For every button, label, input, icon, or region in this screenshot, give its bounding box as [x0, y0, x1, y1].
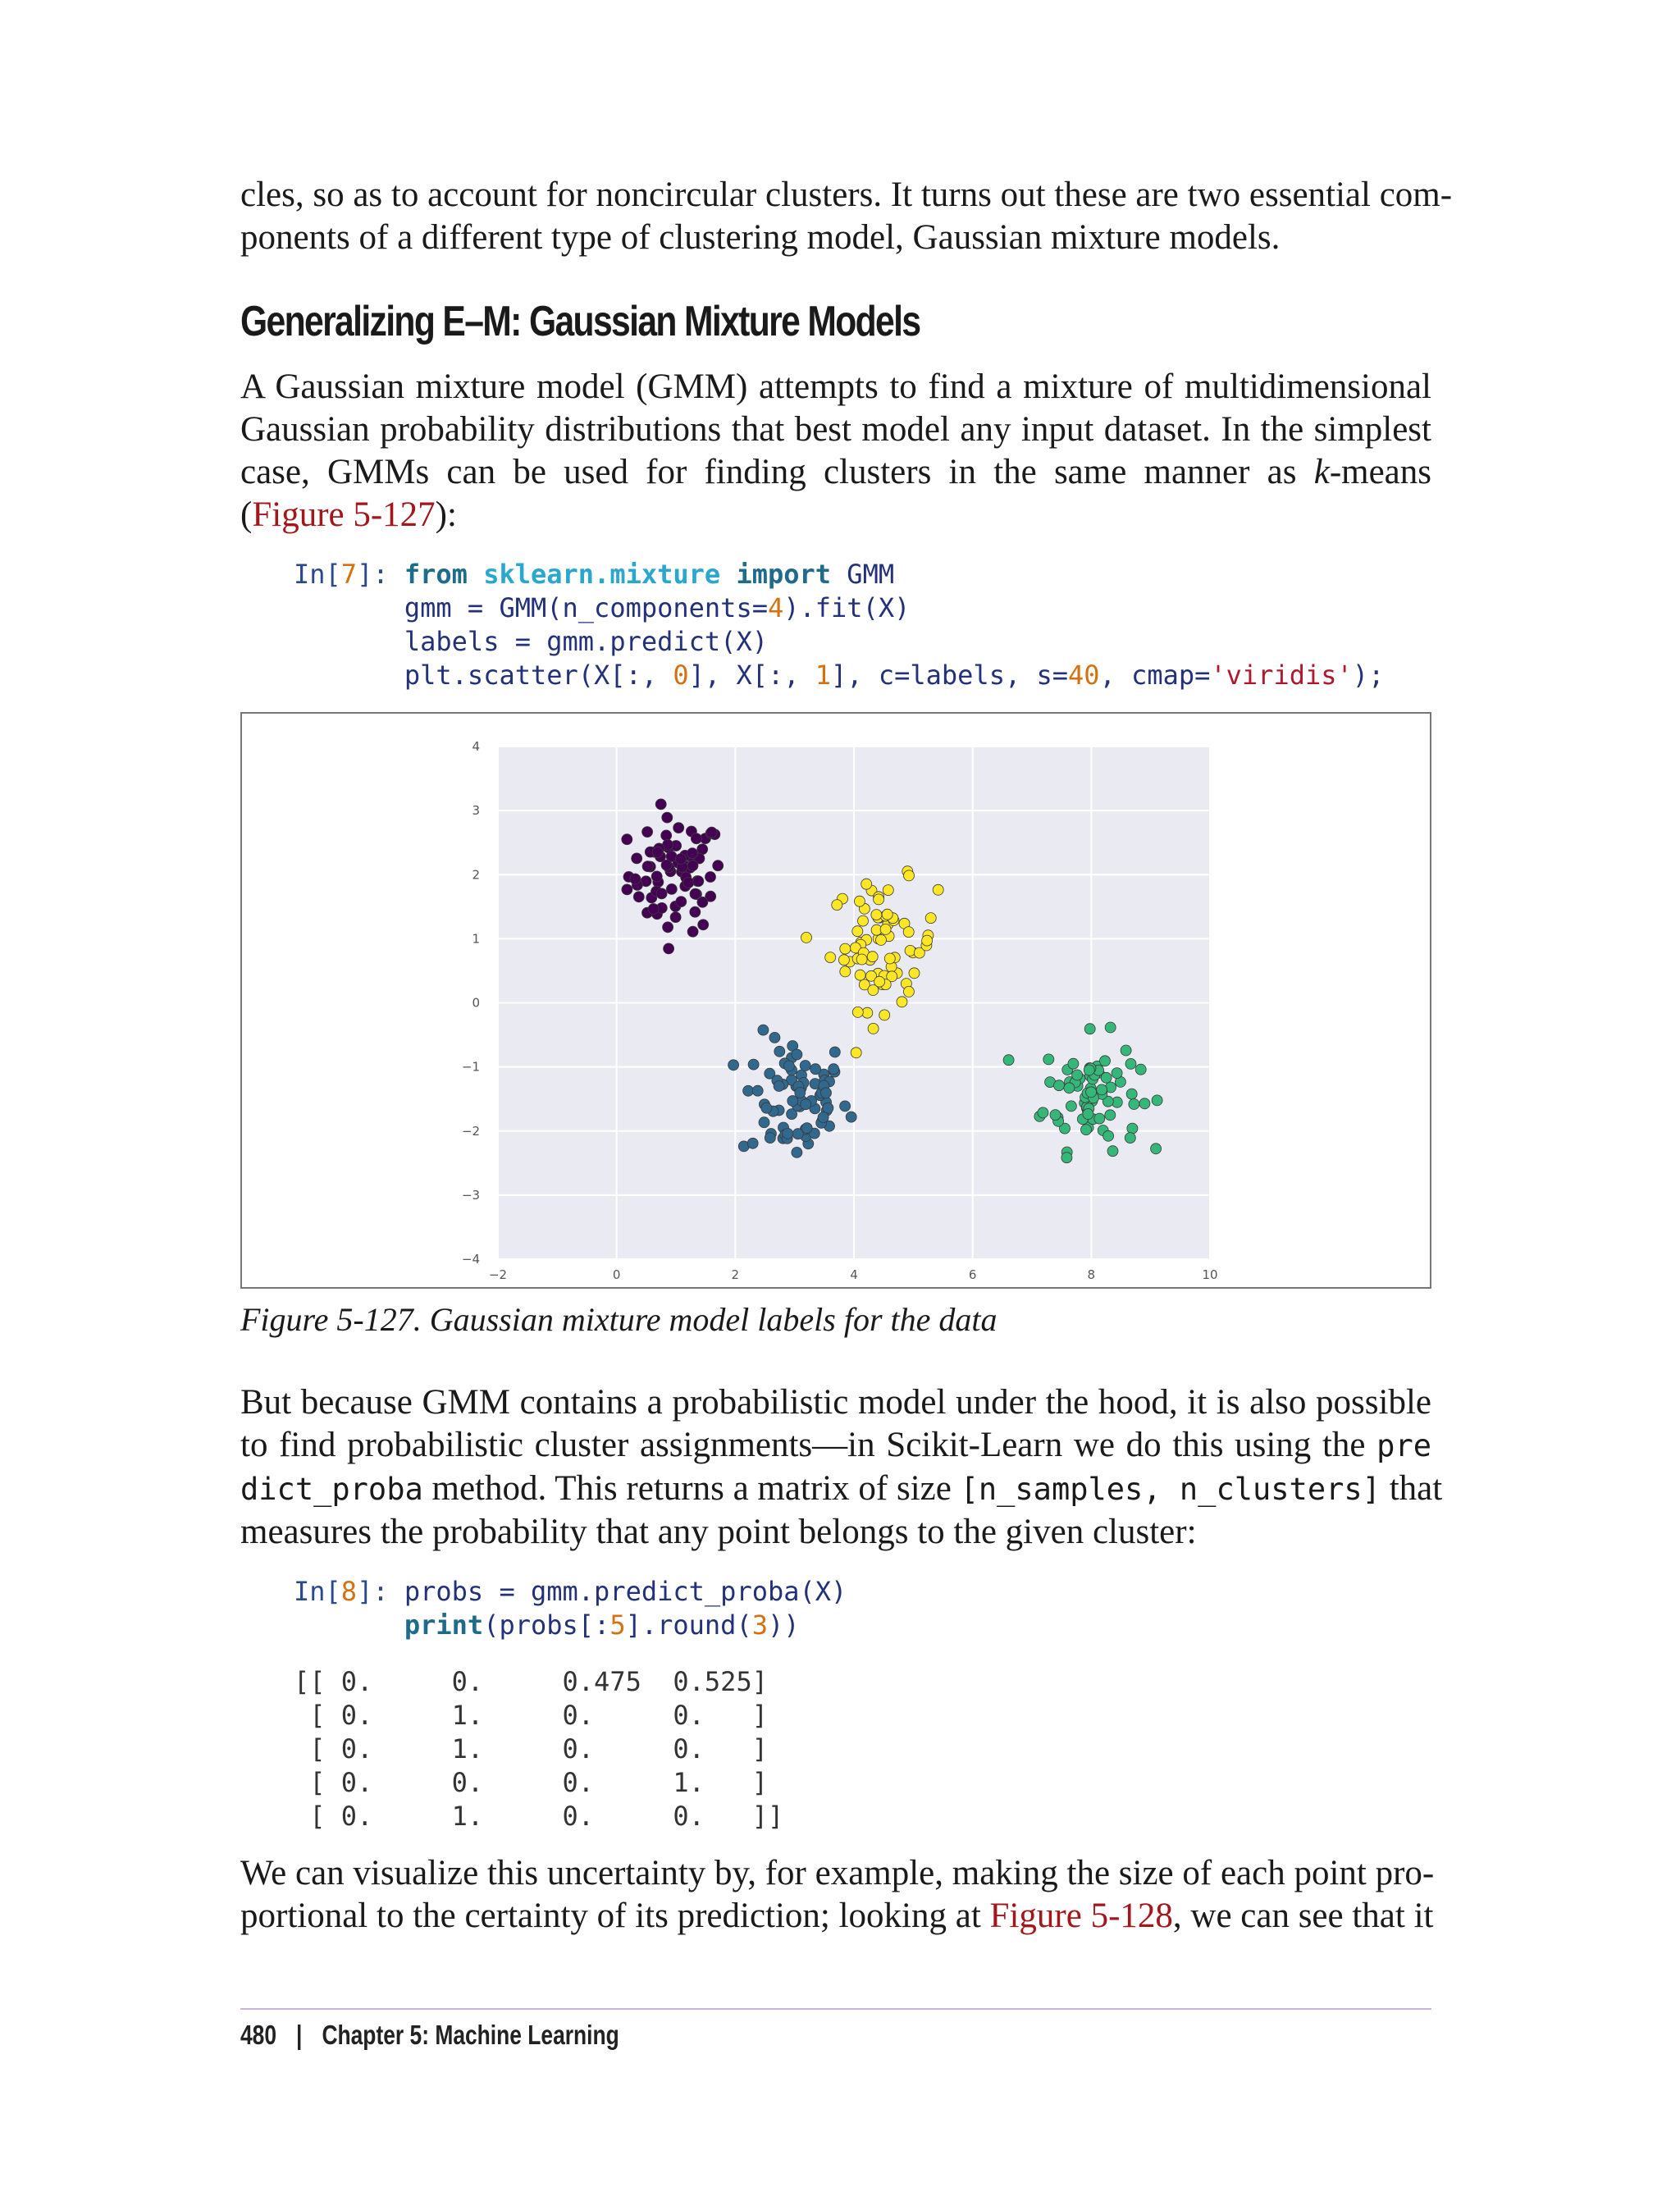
scatter-point	[664, 943, 674, 954]
chapter-title: Chapter 5: Machine Learning	[322, 2020, 619, 2050]
para2-line3-suffix: that	[1380, 1469, 1443, 1508]
scatter-point	[903, 986, 914, 997]
scatter-point	[1050, 1110, 1061, 1121]
y-tick-label: 0	[472, 995, 480, 1011]
code-line-4b: ], X[:,	[688, 660, 815, 691]
scatter-point	[651, 871, 662, 882]
code-line-2: gmm = GMM(n_components=	[404, 592, 768, 623]
y-tick-label: 4	[472, 739, 480, 754]
scatter-point	[676, 854, 687, 865]
scatter-point	[1086, 1087, 1097, 1098]
y-tick-label: −2	[461, 1123, 480, 1139]
x-tick-label: 8	[1087, 1267, 1096, 1282]
para1-line3-suffix: -means	[1329, 453, 1431, 491]
scatter-point	[673, 823, 684, 833]
scatter-point	[1043, 1054, 1054, 1065]
x-tick-label: 10	[1202, 1267, 1218, 1282]
k-italic: k	[1313, 453, 1330, 491]
scatter-point	[1125, 1133, 1135, 1144]
keyword-print: print	[404, 1609, 484, 1641]
scatter-point	[691, 833, 701, 844]
x-tick-label: 0	[612, 1267, 621, 1282]
para2-line-3	[240, 1468, 1443, 1511]
x-axis-ticks	[489, 1267, 1218, 1282]
keyword-from: from	[404, 559, 468, 590]
code-line-3: labels = gmm.predict(X)	[404, 626, 768, 657]
scatter-point	[683, 878, 694, 888]
keyword-import: import	[736, 559, 832, 590]
scatter-point	[693, 876, 704, 887]
scatter-point	[880, 924, 891, 934]
scatter-point	[810, 1064, 821, 1075]
section-title: Generalizing E–M: Gaussian Mixture Models	[240, 298, 920, 345]
scatter-point	[876, 934, 887, 945]
y-axis-ticks	[462, 739, 480, 1267]
scatter-point	[1151, 1144, 1162, 1154]
scatter-point	[676, 897, 687, 907]
scatter-point	[854, 896, 865, 906]
scatter-point	[1125, 1058, 1136, 1069]
scatter-point	[1066, 1101, 1076, 1112]
code-number: 1	[815, 660, 832, 691]
page-footer	[240, 2020, 619, 2051]
scatter-point	[801, 932, 812, 943]
intro-line-1: cles, so as to account for noncircular clusters. It turns out these are two essential com-	[240, 176, 1453, 214]
code-cell-8	[294, 1575, 847, 1642]
inline-code: [n_samples, n_clusters]	[960, 1472, 1381, 1507]
scatter-point	[1068, 1058, 1079, 1069]
scatter-point	[622, 884, 632, 895]
scatter-point	[1105, 1022, 1116, 1033]
scatter-point	[632, 853, 642, 864]
scatter-point	[1084, 1065, 1094, 1075]
scatter-point	[1127, 1123, 1138, 1134]
code-line-2a: (probs[:	[483, 1609, 610, 1641]
scatter-point	[856, 954, 867, 965]
prompt-in: In[	[294, 559, 341, 590]
scatter-point	[622, 834, 632, 845]
code-string: 'viridis'	[1210, 660, 1353, 691]
scatter-point	[832, 900, 842, 911]
x-tick-label: 6	[968, 1267, 977, 1282]
scatter-point	[705, 872, 716, 883]
code-number: 0	[673, 660, 689, 691]
scatter-point	[748, 1059, 759, 1070]
scatter-point	[1126, 1089, 1137, 1099]
output-row: [[ 0. 0. 0.475 0.525]	[294, 1666, 768, 1697]
y-tick-label: −1	[461, 1059, 480, 1075]
scatter-point	[840, 943, 851, 954]
figure-5-127-link[interactable]: Figure 5-127	[252, 495, 436, 534]
uncertainty-paragraph	[240, 1852, 1435, 1938]
scatter-point	[690, 906, 701, 917]
scatter-point	[662, 812, 673, 823]
scatter-point	[1094, 1113, 1105, 1124]
x-tick-label: −2	[488, 1267, 508, 1282]
scatter-point	[1038, 1107, 1048, 1118]
scatter-point	[633, 892, 644, 902]
scatter-point	[905, 945, 915, 956]
scatter-point	[792, 1129, 803, 1139]
prompt-close: ]:	[357, 1576, 404, 1607]
scatter-point	[1112, 1068, 1122, 1079]
figure-caption: Figure 5-127. Gaussian mixture model labels for the data	[240, 1301, 998, 1338]
scatter-point	[1135, 1064, 1146, 1075]
scatter-point	[829, 1064, 839, 1075]
scatter-point	[792, 1147, 802, 1157]
scatter-point	[922, 935, 933, 946]
scatter-point	[851, 1048, 861, 1058]
code-line-2c: ))	[767, 1609, 800, 1641]
scatter-point	[800, 1061, 810, 1071]
scatter-point	[687, 861, 698, 871]
scatter-point	[1084, 1024, 1095, 1034]
scatter-point	[852, 1007, 863, 1017]
scatter-point	[1121, 1045, 1131, 1056]
scatter-point	[690, 888, 701, 899]
para3-line-1: We can visualize this uncertainty by, for example, making the size of each point pro-	[240, 1854, 1435, 1892]
prompt-number: 8	[340, 1576, 358, 1607]
scatter-point	[656, 888, 667, 899]
scatter-point	[642, 827, 653, 838]
scatter-point	[825, 952, 836, 963]
prompt-close: ]:	[357, 559, 404, 590]
scatter-point	[1072, 1070, 1083, 1080]
scatter-point	[1107, 1146, 1118, 1157]
scatter-point	[933, 884, 943, 895]
scatter-point	[840, 1101, 851, 1112]
scatter-point	[743, 1085, 754, 1096]
scatter-point	[698, 920, 709, 930]
scatter-point	[706, 827, 717, 838]
scatter-point	[783, 1128, 793, 1139]
scatter-point	[855, 970, 865, 980]
module-name: sklearn.mixture	[483, 559, 721, 590]
scatter-point	[765, 1133, 775, 1144]
figure-5-127	[240, 712, 1431, 1289]
scatter-point	[871, 910, 882, 920]
scatter-point	[1003, 1055, 1014, 1066]
scatter-point	[838, 955, 849, 966]
scatter-point	[661, 830, 672, 841]
para1-line-1: A Gaussian mixture model (GMM) attempts to find a mixture of multidimensional	[240, 368, 1431, 406]
paren-open: (	[240, 495, 253, 534]
predict-proba-paragraph	[240, 1381, 1443, 1554]
scatter-point	[1129, 1099, 1139, 1110]
gmm-intro-paragraph	[240, 366, 1431, 536]
y-tick-label: −3	[461, 1187, 480, 1203]
scatter-point	[728, 1060, 739, 1071]
scatter-point	[846, 1112, 856, 1122]
scatter-point	[783, 1061, 794, 1071]
code-number: 4	[767, 592, 784, 623]
para3-line2-suffix: , we can see that it	[1172, 1897, 1434, 1935]
scatter-point	[655, 799, 666, 810]
scatter-point	[1103, 1130, 1114, 1141]
scatter-point	[903, 927, 914, 938]
scatter-point	[874, 976, 885, 987]
scatter-point	[670, 912, 681, 923]
page-number: 480	[240, 2020, 277, 2050]
import-name: GMM	[847, 559, 895, 590]
scatter-point	[909, 968, 920, 979]
scatter-point	[1152, 1095, 1162, 1106]
inline-code: pre	[1376, 1428, 1431, 1463]
output-row: [ 0. 1. 0. 0. ]	[294, 1700, 768, 1731]
scatter-point	[1105, 1110, 1116, 1121]
scatter-point	[861, 879, 872, 889]
scatter-point	[1064, 1083, 1075, 1093]
scatter-point	[752, 1085, 763, 1096]
prompt-number: 7	[340, 559, 358, 590]
scatter-point	[1054, 1080, 1065, 1091]
scatter-point	[883, 885, 893, 896]
code-cell-7	[294, 558, 1384, 692]
y-tick-label: 1	[472, 931, 480, 947]
intro-line-2: ponents of a different type of clustering model, Gaussian mixture models.	[240, 218, 1281, 257]
scatter-point	[904, 870, 915, 881]
para2-line-1: But because GMM contains a probabilistic model under the hood, it is also possible	[240, 1383, 1431, 1422]
scatter-point	[1083, 1109, 1093, 1120]
scatter-point	[862, 1007, 873, 1018]
code-line-4a: plt.scatter(X[:,	[404, 660, 673, 691]
scatter-point	[867, 952, 878, 962]
scatter-point	[761, 1102, 772, 1113]
scatter-point	[769, 1032, 780, 1043]
scatter-point	[788, 1096, 798, 1107]
scatter-point	[884, 953, 895, 964]
scatter-point	[687, 926, 698, 937]
scatter-point	[882, 909, 892, 920]
scatter-point	[801, 1123, 812, 1134]
scatter-point	[758, 1025, 769, 1035]
figure-5-128-link[interactable]: Figure 5-128	[989, 1897, 1173, 1935]
scatter-point	[818, 1112, 829, 1123]
inline-code: dict_proba	[240, 1472, 423, 1507]
scatter-point	[874, 894, 884, 905]
scatter-point	[801, 1099, 811, 1110]
para2-line-2	[240, 1424, 1431, 1468]
scatter-point	[795, 1088, 806, 1098]
scatter-point	[687, 848, 698, 859]
para2-line-4: measures the probability that any point belongs to the given cluster:	[240, 1513, 1197, 1551]
output-row: [ 0. 1. 0. 0. ]]	[294, 1801, 784, 1832]
scatter-point	[648, 904, 659, 915]
code-line-4c: ], c=labels, s=	[831, 660, 1069, 691]
scatter-point	[713, 861, 724, 871]
output-row: [ 0. 1. 0. 0. ]	[294, 1733, 768, 1764]
scatter-point	[663, 922, 673, 933]
scatter-point	[666, 883, 677, 894]
scatter-point	[642, 861, 653, 872]
scatter-point	[821, 1088, 832, 1098]
scatter-point	[925, 913, 936, 924]
scatter-point	[897, 997, 907, 1007]
para2-line2-text: to find probabilistic cluster assignments—in Scikit-Learn we do this using the	[240, 1426, 1377, 1464]
scatter-point	[792, 1049, 802, 1060]
code-number: 3	[751, 1609, 768, 1641]
code-line-4e: );	[1352, 660, 1385, 691]
output-row: [ 0. 0. 0. 1. ]	[294, 1767, 768, 1798]
scatter-point	[697, 897, 708, 907]
scatter-point	[829, 1047, 840, 1057]
para1-line-2: Gaussian probability distributions that best model any input dataset. In the simplest	[240, 410, 1431, 449]
y-tick-label: 2	[472, 867, 480, 883]
x-tick-label: 2	[731, 1267, 740, 1282]
scatter-point	[774, 1081, 784, 1092]
para1-line-4	[240, 494, 1431, 536]
prompt-in: In[	[294, 1576, 341, 1607]
code-line-4d: , cmap=	[1099, 660, 1211, 691]
scatter-point	[774, 1046, 785, 1057]
footer-separator: |	[296, 2020, 303, 2050]
para1-line-3	[240, 451, 1431, 494]
code-line-2b: ].round(	[625, 1609, 752, 1641]
para2-line3-text: method. This returns a matrix of size	[422, 1469, 961, 1508]
scatter-point	[747, 1138, 758, 1148]
code-output	[294, 1665, 783, 1833]
scatter-point	[630, 874, 641, 884]
scatter-point	[1081, 1125, 1092, 1135]
paren-close: ):	[435, 495, 457, 534]
scatter-point	[868, 1023, 879, 1034]
scatter-point	[1139, 1098, 1150, 1109]
para1-line3-text: case, GMMs can be used for finding clusters in the same manner as	[240, 453, 1314, 491]
x-tick-label: 4	[850, 1267, 858, 1282]
para3-line2-text: portional to the certainty of its prediction; looking at	[240, 1897, 990, 1935]
code-line-2-end: ).fit(X)	[783, 592, 911, 623]
footer-rule	[240, 2008, 1431, 2010]
scatter-point	[852, 926, 863, 937]
scatter-point	[1100, 1056, 1111, 1066]
intro-paragraph	[240, 174, 1453, 259]
y-tick-label: 3	[472, 803, 480, 819]
scatter-point	[661, 860, 672, 870]
code-line-1: probs = gmm.predict_proba(X)	[404, 1576, 847, 1607]
scatter-plot	[242, 714, 1430, 1287]
scatter-point	[879, 1010, 890, 1020]
scatter-point	[858, 915, 869, 926]
scatter-point	[1097, 1084, 1107, 1095]
y-tick-label: −4	[461, 1252, 480, 1267]
scatter-point	[652, 847, 663, 857]
scatter-point	[840, 966, 851, 977]
scatter-point	[759, 1117, 769, 1128]
code-number: 40	[1068, 660, 1100, 691]
code-number: 5	[609, 1609, 626, 1641]
para3-line-2	[240, 1895, 1434, 1938]
scatter-point	[1061, 1153, 1072, 1163]
